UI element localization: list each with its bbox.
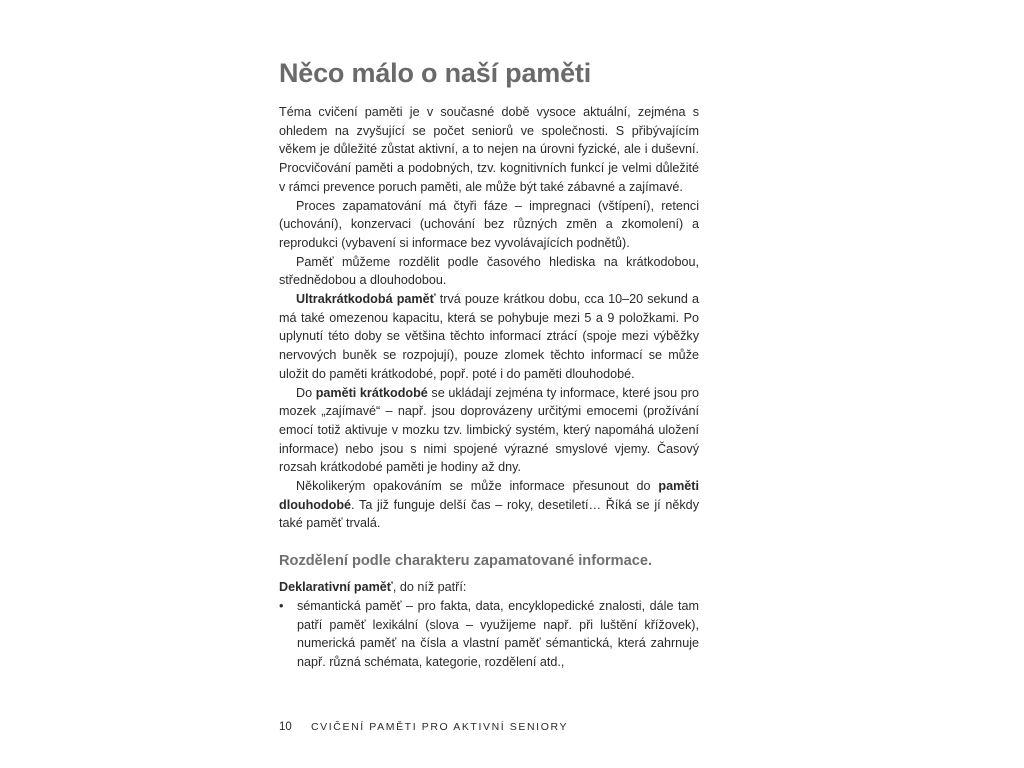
paragraph-shortterm-pre: Do bbox=[296, 385, 316, 400]
page-footer bbox=[279, 721, 568, 733]
section-subheading: Rozdělení podle charakteru zapamatované informace. bbox=[279, 553, 653, 570]
paragraph-longterm-text: . Ta již funguje delší čas – roky, desetiletí… Říká se jí někdy také paměť trvalá. bbox=[279, 497, 699, 531]
term-shortterm: paměti krátkodobé bbox=[315, 385, 428, 400]
bullet-list bbox=[279, 597, 699, 672]
declarative-block bbox=[279, 578, 699, 672]
paragraph-intro: Téma cvičení paměti je v současné době vysoce aktuální, zejména s ohledem na zvyšující se počet seniorů ve společnosti. S přibývajícím věkem je důležité zůstat aktivní, a to nejen na úrovni fyzické, ale i duševní. Procvičování paměti a podobných, tzv. kognitivních funkcí je velmi důležité v rámci prevence poruch paměti, ale může být také zábavné a zajímavé. bbox=[279, 105, 699, 194]
term-ultrashort: Ultrakrátkodobá paměť bbox=[296, 292, 436, 307]
paragraph-longterm bbox=[279, 477, 699, 533]
page-content bbox=[279, 56, 699, 672]
list-item bbox=[279, 597, 699, 672]
declarative-intro-text: , do níž patří: bbox=[392, 580, 467, 595]
paragraph-division: Paměť můžeme rozdělit podle časového hlediska na krátkodobou, střednědobou a dlouhodobou. bbox=[279, 254, 699, 288]
paragraph-ultrashort-text: trvá pouze krátkou dobu, cca 10–20 sekund a má také omezenou kapacitu, která se pohybuje mezi 5 a 9 položkami. Po uplynutí této doby se většina těchto informací ztrácí (spoje mezi výběžky nervových buněk se rozpojují), pouze zlomek těchto informací se může uložit do paměti krátkodobé, popř. poté i do paměti dlouhodobé. bbox=[279, 292, 699, 381]
paragraph-shortterm-text: se ukládají zejména ty informace, které jsou pro mozek „zajímavé“ – např. jsou doprovázeny určitými emocemi (prožívání emocí totiž aktivuje v mozku tzv. limbický systém, který napomáhá uložení informace) nebo jsou s nimi spojené výrazné smyslové vjemy. Časový rozsah krátkodobé paměti je hodiny až dny. bbox=[279, 385, 699, 475]
page-title: Něco málo o naší paměti bbox=[279, 58, 591, 88]
declarative-intro bbox=[279, 578, 699, 597]
list-item-text: sémantická paměť – pro fakta, data, encyklopedické znalosti, dále tam patří paměť lexikální (slova – využijeme např. při luštění křížovek), numerická paměť na čísla a vlastní paměť sémantická, která zahrnuje např. různá schémata, kategorie, rozdělení atd., bbox=[297, 598, 699, 669]
term-declarative: Deklarativní paměť bbox=[279, 580, 393, 595]
paragraph-shortterm bbox=[279, 384, 699, 478]
paragraph-longterm-pre: Několikerým opakováním se může informace přesunout do bbox=[296, 479, 659, 494]
page-number: 10 bbox=[279, 721, 292, 733]
term-longterm: paměti dlouhodobé bbox=[279, 479, 699, 512]
bullet-icon: • bbox=[279, 598, 284, 613]
running-title: CVIČENÍ PAMĚTI PRO AKTIVNÍ SENIORY bbox=[311, 721, 569, 733]
paragraph-ultrashort bbox=[279, 290, 699, 384]
paragraph-phases: Proces zapamatování má čtyři fáze – impregnaci (vštípení), retenci (uchování), konzervaci (uchování bez různých změn a zkomolení) a reprodukci (vybavení si informace bez vyvolávajících podnětů). bbox=[279, 198, 699, 250]
body-text bbox=[279, 103, 699, 533]
